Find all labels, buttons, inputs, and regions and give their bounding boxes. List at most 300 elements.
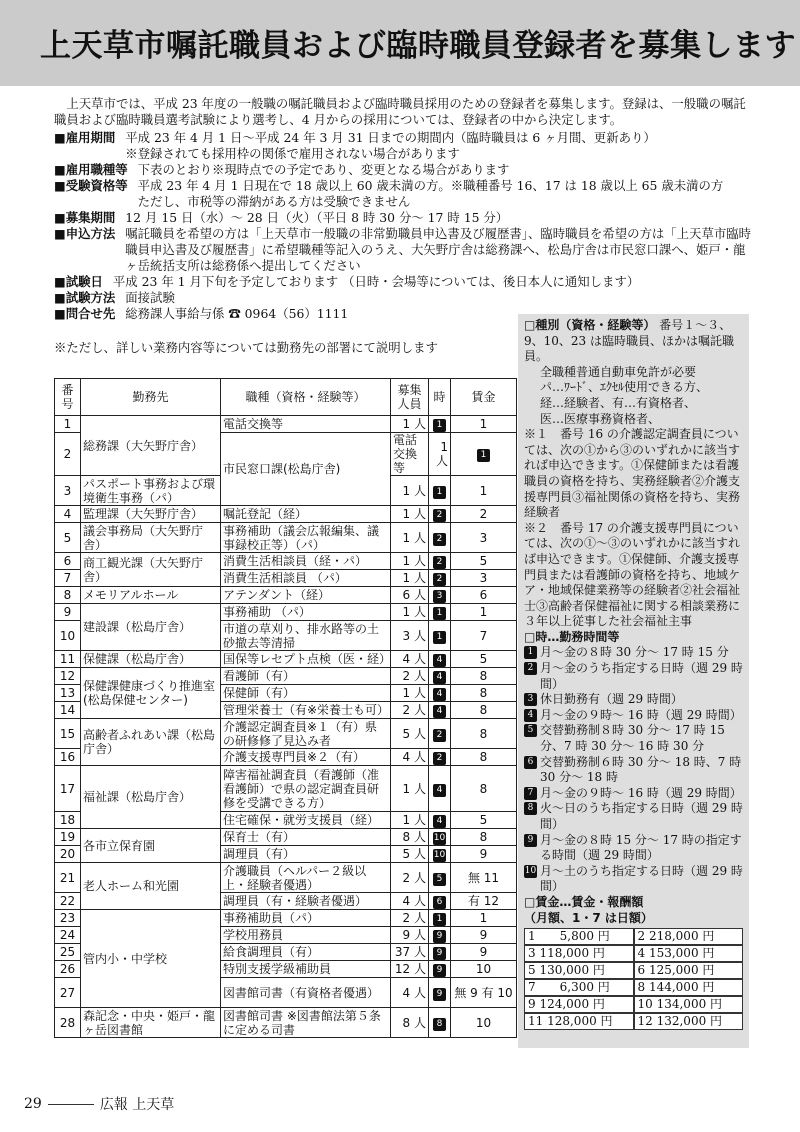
row-number: 10 bbox=[55, 621, 81, 651]
header-count: 募集人員 bbox=[391, 379, 429, 416]
row-job: 給食調理員（有） bbox=[221, 944, 391, 961]
wage-code: 7 bbox=[479, 628, 488, 643]
row-wage bbox=[451, 668, 517, 685]
info-row bbox=[54, 210, 754, 226]
row-count: 5 人 bbox=[391, 719, 429, 749]
row-dept: 保健課健康づくり推進室(松島保健センター) bbox=[81, 668, 221, 719]
row-time bbox=[429, 506, 451, 523]
wage-code: 1 bbox=[479, 483, 488, 498]
info-value bbox=[125, 290, 754, 306]
row-time bbox=[429, 651, 451, 668]
publication-name: 広報 上天草 bbox=[99, 1097, 175, 1113]
table-row bbox=[55, 863, 517, 893]
row-wage bbox=[451, 846, 517, 863]
row-job: 看護師（有） bbox=[221, 668, 391, 685]
row-dept: 議会事務局（大矢野庁舎） bbox=[81, 523, 221, 553]
wage-cell: 1 5,800 円 bbox=[524, 928, 634, 945]
wage-code: 2 bbox=[479, 507, 488, 521]
time-item bbox=[524, 833, 743, 864]
row-job: 市道の草刈り、排水路等の土砂撤去等清掃 bbox=[221, 621, 391, 651]
row-job: 特別支援学級補助員 bbox=[221, 961, 391, 978]
row-time bbox=[429, 621, 451, 651]
row-number: 14 bbox=[55, 702, 81, 719]
row-count: 1 人 bbox=[391, 523, 429, 553]
row-job: 図書館司書（有資格者優遇） bbox=[221, 978, 391, 1008]
row-time bbox=[429, 668, 451, 685]
time-code-badge: 9 bbox=[433, 947, 446, 960]
wage-subheading: （月額、1・7 は日額） bbox=[524, 910, 653, 925]
row-wage bbox=[451, 829, 517, 846]
row-count: 2 人 bbox=[391, 910, 429, 927]
time-code-badge: 1 bbox=[433, 607, 446, 620]
time-code-badge: 1 bbox=[524, 646, 537, 659]
row-count: 37 人 bbox=[391, 944, 429, 961]
row-count: 4 人 bbox=[391, 749, 429, 766]
row-time bbox=[429, 961, 451, 978]
row-time bbox=[429, 702, 451, 719]
time-code-badge: 4 bbox=[433, 784, 446, 797]
row-job: 消費生活相談員（経・パ） bbox=[221, 553, 391, 570]
wage-code: 1 bbox=[479, 605, 488, 619]
row-dept: 商工観光課（大矢野庁舎） bbox=[81, 553, 221, 587]
row-dept: 総務課（大矢野庁舎） bbox=[81, 416, 221, 476]
table-row bbox=[55, 506, 517, 523]
row-wage bbox=[451, 651, 517, 668]
table-row bbox=[55, 766, 517, 812]
wage-code: 1 bbox=[479, 911, 488, 925]
wage-code: 10 bbox=[475, 1015, 492, 1030]
row-count: 3 人 bbox=[391, 621, 429, 651]
row-wage bbox=[451, 702, 517, 719]
header-dept: 勤務先 bbox=[81, 379, 221, 416]
row-time bbox=[429, 927, 451, 944]
row-dept: 老人ホーム和光園 bbox=[81, 863, 221, 910]
info-key: ■受験資格等 bbox=[54, 178, 128, 193]
row-count: 2 人 bbox=[391, 702, 429, 719]
info-key: ■募集期間 bbox=[54, 210, 116, 225]
row-job: 介護認定調査員※１（有）県の研修修了見込み者 bbox=[221, 719, 391, 749]
time-item bbox=[524, 661, 743, 692]
row-wage bbox=[451, 1008, 517, 1038]
time-code-badge: 6 bbox=[524, 756, 537, 769]
time-code-badge: 1 bbox=[433, 913, 446, 926]
time-code-badge: 4 bbox=[524, 709, 537, 722]
table-header-row bbox=[55, 379, 517, 416]
info-line: 嘱託職員を希望の方は「上天草市一般職の非常勤職員申込書及び履歴書」、臨時職員を希望の方は「上天草市臨時職員申込書及び履歴書」に希望職種等記入のうえ、大矢野庁舎は総務課へ、松島庁舎は市民窓口課へ、姫戸・龍ヶ岳統括支所は総務係へ提出してください bbox=[125, 226, 752, 273]
type-line: 経…経験者、有…有資格者、 bbox=[540, 395, 697, 410]
wage-grid bbox=[524, 928, 743, 1030]
row-dept: 建設課（松島庁舎） bbox=[81, 604, 221, 651]
info-row bbox=[54, 130, 754, 162]
row-dept: 福祉課（松島庁舎） bbox=[81, 766, 221, 829]
time-code-badge: 8 bbox=[524, 802, 537, 815]
side-panel bbox=[518, 314, 749, 1048]
row-count: 1 人 bbox=[391, 553, 429, 570]
row-count: 9 人 bbox=[391, 927, 429, 944]
row-count: 1 人 bbox=[391, 766, 429, 812]
time-text: 交替勤務制６時 30 分～ 18 時、7 時 30 分～ 18 時 bbox=[540, 754, 742, 785]
row-number: 3 bbox=[55, 476, 81, 506]
wage-cell: 9 124,000 円 bbox=[524, 996, 634, 1013]
table-row bbox=[55, 416, 517, 433]
info-value bbox=[125, 210, 754, 226]
info-row bbox=[54, 178, 754, 210]
wage-cell: 2 218,000 円 bbox=[634, 928, 744, 945]
row-time bbox=[429, 978, 451, 1008]
time-code-badge: 8 bbox=[433, 1018, 446, 1031]
time-text: 休日勤務有（週 29 時間） bbox=[540, 692, 683, 707]
time-code-badge: 4 bbox=[433, 671, 446, 684]
row-number: 12 bbox=[55, 668, 81, 685]
time-item bbox=[524, 723, 743, 754]
info-line: ※登録されても採用枠の関係で雇用されない場合があります bbox=[125, 146, 460, 161]
time-item bbox=[524, 708, 743, 724]
row-number: 24 bbox=[55, 927, 81, 944]
row-job: 事務補助員（パ） bbox=[221, 910, 391, 927]
row-dept: 市民窓口課(松島庁舎) bbox=[221, 433, 391, 506]
row-count: 1 人 bbox=[391, 476, 429, 506]
time-code-badge: 9 bbox=[433, 988, 446, 1001]
info-value bbox=[138, 162, 754, 178]
info-value bbox=[125, 130, 754, 162]
row-job: 保育士（有） bbox=[221, 829, 391, 846]
row-count: 4 人 bbox=[391, 978, 429, 1008]
time-code-badge: 1 bbox=[477, 449, 490, 462]
row-wage bbox=[451, 978, 517, 1008]
row-number: 2 bbox=[55, 433, 81, 476]
wage-cell: 7 6,300 円 bbox=[524, 979, 634, 996]
type-line: 全職種普通自動車免許が必要 bbox=[540, 364, 697, 379]
time-text: 火～日のうち指定する日時（週 29 時間） bbox=[540, 801, 743, 831]
row-time bbox=[429, 749, 451, 766]
row-wage bbox=[451, 553, 517, 570]
row-job: 介護職員（ヘルパー２級以上・経験者優遇） bbox=[221, 863, 391, 893]
row-wage bbox=[451, 812, 517, 829]
time-code-badge: 2 bbox=[433, 729, 446, 742]
wage-code: 9 bbox=[479, 847, 488, 861]
wage-cell: 10 134,000 円 bbox=[634, 996, 744, 1013]
row-time bbox=[429, 944, 451, 961]
time-code-badge: 9 bbox=[433, 964, 446, 977]
wage-code: 9 bbox=[479, 945, 488, 959]
row-count: 1 人 bbox=[391, 812, 429, 829]
row-number: 5 bbox=[55, 523, 81, 553]
time-code-badge: 2 bbox=[433, 752, 446, 765]
info-line: ただし、市税等の滞納がある方は受験できません bbox=[137, 194, 411, 209]
info-value bbox=[113, 274, 754, 290]
table-row bbox=[55, 829, 517, 846]
row-job: 学校用務員 bbox=[221, 927, 391, 944]
type-line: 医…医療事務資格者、 bbox=[540, 411, 661, 426]
row-count: 1 人 bbox=[391, 604, 429, 621]
table-row bbox=[55, 604, 517, 621]
row-number: 6 bbox=[55, 553, 81, 570]
row-time bbox=[429, 570, 451, 587]
header-no: 番号 bbox=[55, 379, 81, 416]
time-text: 月～金の８時 15 分～ 17 時の指定する時間（週 29 時間） bbox=[540, 832, 742, 863]
time-heading: □時…勤務時間等 bbox=[524, 629, 620, 644]
wage-code: 8 bbox=[479, 726, 488, 741]
row-time bbox=[429, 893, 451, 910]
info-key: ■雇用職種等 bbox=[54, 162, 128, 177]
type-heading: □種別（資格・経験等） bbox=[524, 318, 656, 332]
table-row bbox=[55, 910, 517, 927]
wage-code: 5 bbox=[479, 554, 488, 568]
row-time bbox=[429, 476, 451, 506]
time-code-badge: 5 bbox=[524, 724, 537, 737]
row-number: 21 bbox=[55, 863, 81, 893]
row-job: 保健師（有） bbox=[221, 685, 391, 702]
time-code-badge: 9 bbox=[433, 930, 446, 943]
time-code-badge: 2 bbox=[433, 509, 446, 522]
time-code-badge: 6 bbox=[433, 896, 446, 909]
row-time bbox=[429, 719, 451, 749]
time-item bbox=[524, 786, 743, 802]
row-number: 19 bbox=[55, 829, 81, 846]
info-line: 総務課人事給与係 ☎ 0964（56）1111 bbox=[125, 306, 349, 321]
row-number: 22 bbox=[55, 893, 81, 910]
wage-code: 5 bbox=[479, 813, 488, 827]
table-row bbox=[55, 587, 517, 604]
row-number: 16 bbox=[55, 749, 81, 766]
time-code-badge: 3 bbox=[433, 590, 446, 603]
table-note: ※ただし、詳しい業務内容等については勤務先の部署にて説明します bbox=[54, 340, 438, 355]
page-number: 29 bbox=[24, 1096, 42, 1112]
time-code-badge: 1 bbox=[433, 419, 446, 432]
header-time: 時 bbox=[429, 379, 451, 416]
row-number: 18 bbox=[55, 812, 81, 829]
row-wage bbox=[451, 523, 517, 553]
row-count: 6 人 bbox=[391, 587, 429, 604]
row-job: 国保等レセプト点検（医・経） bbox=[221, 651, 391, 668]
type-text: 番号１～３、9、10、23 は臨時職員、ほかは嘱託職員。 bbox=[524, 318, 734, 364]
note-2: ※２ 番号 17 の介護支援専門員については、次の①～③のいずれかに該当すれば申込できます。①保健師、介護支援専門員または看護師の資格を持ち、地域ケア・地域保健業務等の経験者②社会福祉士③高齢者保健福祉に関する相談業務に３年以上従事した社会福祉主事 bbox=[524, 520, 741, 629]
row-count: 1 人 bbox=[391, 416, 429, 433]
row-job: 調理員（有） bbox=[221, 846, 391, 863]
row-wage bbox=[451, 685, 517, 702]
row-number: 23 bbox=[55, 910, 81, 927]
row-time bbox=[429, 766, 451, 812]
time-code-badge: 10 bbox=[524, 865, 537, 876]
wage-code: 5 bbox=[479, 652, 488, 666]
row-job: 事務補助（議会広報編集、議事録校正等）（パ） bbox=[221, 523, 391, 553]
row-wage bbox=[451, 961, 517, 978]
row-count: 4 人 bbox=[391, 651, 429, 668]
row-dept: 監理課（大矢野庁舎） bbox=[81, 506, 221, 523]
row-count: 8 人 bbox=[391, 829, 429, 846]
row-job: 電話交換等 bbox=[391, 433, 429, 476]
row-time bbox=[429, 846, 451, 863]
row-number: 28 bbox=[55, 1008, 81, 1038]
time-item bbox=[524, 864, 743, 895]
row-wage bbox=[451, 910, 517, 927]
row-count: 1 人 bbox=[391, 506, 429, 523]
info-line: 下表のとおり※現時点での予定であり、変更となる場合があります bbox=[137, 162, 510, 177]
table-row bbox=[55, 553, 517, 570]
row-time bbox=[429, 910, 451, 927]
row-job: 電話交換等 bbox=[221, 416, 391, 433]
info-row bbox=[54, 274, 754, 290]
wage-code: 3 bbox=[479, 530, 488, 545]
time-text: 交替勤務制８時 30 分～ 17 時 15 分、7 時 30 分～ 16 時 30 分 bbox=[540, 723, 725, 754]
row-wage bbox=[451, 506, 517, 523]
footer bbox=[24, 1094, 174, 1114]
time-code-badge: 3 bbox=[524, 693, 537, 706]
info-line: 面接試験 bbox=[125, 290, 175, 305]
time-text: 月～土のうち指定する日時（週 29 時間） bbox=[540, 863, 743, 894]
table-row bbox=[55, 668, 517, 685]
row-time bbox=[429, 685, 451, 702]
time-text: 月～金のうち指定する日時（週 29 時間） bbox=[540, 661, 743, 691]
time-code-badge: 1 bbox=[433, 486, 446, 499]
time-item bbox=[524, 801, 743, 832]
row-number: 26 bbox=[55, 961, 81, 978]
wage-code: 3 bbox=[479, 571, 488, 585]
wage-code: 有 12 bbox=[467, 894, 500, 908]
row-job: 図書館司書 ※図書館法第５条に定める司書 bbox=[221, 1008, 391, 1038]
time-text: 月～金の９時～ 16 時（週 29 時間） bbox=[540, 785, 742, 800]
header-job: 職種（資格・経験等） bbox=[221, 379, 391, 416]
row-dept: メモリアルホール bbox=[81, 587, 221, 604]
row-number: 15 bbox=[55, 719, 81, 749]
row-number: 25 bbox=[55, 944, 81, 961]
time-text: 月～金の９時～ 16 時（週 29 時間） bbox=[540, 707, 742, 722]
row-wage bbox=[451, 766, 517, 812]
table-row bbox=[55, 523, 517, 553]
info-key: ■申込方法 bbox=[54, 226, 116, 241]
info-row bbox=[54, 226, 754, 274]
row-count: 1 人 bbox=[391, 570, 429, 587]
wage-cell: 12 132,000 円 bbox=[634, 1013, 744, 1030]
row-job: 調理員（有・経験者優遇） bbox=[221, 893, 391, 910]
wage-cell: 6 125,000 円 bbox=[634, 962, 744, 979]
row-time bbox=[429, 523, 451, 553]
row-time bbox=[429, 812, 451, 829]
row-time bbox=[429, 587, 451, 604]
info-line: 平成 23 年 4 月 1 日現在で 18 歳以上 60 歳未満の方。※職種番号 16、17 は 18 歳以上 65 歳未満の方 bbox=[137, 178, 724, 193]
info-key: ■問合せ先 bbox=[54, 306, 116, 321]
page-title: 上天草市嘱託職員および臨時職員登録者を募集します bbox=[40, 28, 796, 64]
row-count: 2 人 bbox=[391, 668, 429, 685]
row-number: 8 bbox=[55, 587, 81, 604]
row-dept: 森記念・中央・姫戸・龍ヶ岳図書館 bbox=[81, 1008, 221, 1038]
time-code-badge: 2 bbox=[433, 573, 446, 586]
wage-code: 8 bbox=[479, 781, 488, 796]
row-number: 9 bbox=[55, 604, 81, 621]
row-job: 障害福祉調査員（看護師（准看護師）で県の認定調査員研修を受講できる方） bbox=[221, 766, 391, 812]
row-wage bbox=[451, 719, 517, 749]
wage-cell: 3 118,000 円 bbox=[524, 945, 634, 962]
wage-code: 1 bbox=[479, 417, 488, 431]
row-count: 1 人 bbox=[429, 433, 451, 476]
wage-code: 8 bbox=[479, 686, 488, 700]
time-code-badge: 5 bbox=[433, 873, 446, 886]
wage-code: 8 bbox=[479, 750, 488, 764]
info-key: ■試験方法 bbox=[54, 290, 116, 305]
row-job: 住宅確保・就労支援員（経） bbox=[221, 812, 391, 829]
row-time bbox=[429, 553, 451, 570]
time-code-badge: 2 bbox=[433, 533, 446, 546]
info-value bbox=[125, 226, 754, 274]
row-number: 27 bbox=[55, 978, 81, 1008]
time-code-badge: 4 bbox=[433, 815, 446, 828]
row-job: 嘱託登記（経） bbox=[221, 506, 391, 523]
row-job: 消費生活相談員 （パ） bbox=[221, 570, 391, 587]
jobs-table bbox=[54, 378, 517, 1038]
row-count: 1 人 bbox=[391, 685, 429, 702]
row-number: 4 bbox=[55, 506, 81, 523]
row-count: 2 人 bbox=[391, 863, 429, 893]
row-number: 20 bbox=[55, 846, 81, 863]
row-number: 7 bbox=[55, 570, 81, 587]
time-item bbox=[524, 692, 743, 708]
row-number: 17 bbox=[55, 766, 81, 812]
row-job: アテンダント（経） bbox=[221, 587, 391, 604]
row-time bbox=[429, 604, 451, 621]
title-banner bbox=[0, 0, 800, 86]
table-row bbox=[55, 1008, 517, 1038]
info-line: 12 月 15 日（水）～ 28 日（火）（平日 8 時 30 分～ 17 時 15 分） bbox=[125, 210, 509, 225]
note-1: ※１ 番号 16 の介護認定調査員については、次の①から③のいずれかに該当すれば申込できます。①保健師または看護職員の資格を持ち、実務経験者②介護支援専門員③福祉関係の資格を持ち、実務経験者 bbox=[524, 427, 741, 520]
wage-cell: 11 128,000 円 bbox=[524, 1013, 634, 1030]
row-job: 事務補助 （パ） bbox=[221, 604, 391, 621]
wage-code: 無 11 bbox=[467, 870, 500, 885]
info-key: ■試験日 bbox=[54, 274, 103, 289]
row-time bbox=[429, 1008, 451, 1038]
row-job: 介護支援専門員※２（有） bbox=[221, 749, 391, 766]
row-count: 5 人 bbox=[391, 846, 429, 863]
wage-code: 8 bbox=[479, 830, 488, 844]
row-count: 8 人 bbox=[391, 1008, 429, 1038]
wage-code: 9 bbox=[479, 928, 488, 942]
row-wage bbox=[451, 927, 517, 944]
row-job: 管理栄養士（有※栄養士も可） bbox=[221, 702, 391, 719]
info-value bbox=[138, 178, 754, 210]
row-number: 11 bbox=[55, 651, 81, 668]
wage-code: 6 bbox=[479, 588, 488, 602]
row-wage bbox=[451, 416, 517, 433]
intro-paragraph: 上天草市では、平成 23 年度の一般職の嘱託職員および臨時職員採用のための登録者を募集します。登録は、一般職の嘱託職員および臨時職員選考試験により選考し、4 月からの採用については、登録者の中から決定します。 bbox=[54, 96, 746, 127]
row-number: 1 bbox=[55, 416, 81, 433]
info-line: 平成 23 年 1 月下旬を予定しております （日時・会場等については、後日本人に通知します） bbox=[112, 274, 640, 289]
type-line: パ…ﾜｰﾄﾞ、ｴｸｾﾙ使用できる方、 bbox=[540, 380, 709, 395]
table-row bbox=[55, 719, 517, 749]
row-number: 13 bbox=[55, 685, 81, 702]
row-time bbox=[429, 416, 451, 433]
row-wage bbox=[451, 621, 517, 651]
row-dept: 保健課（松島庁舎） bbox=[81, 651, 221, 668]
time-item bbox=[524, 645, 743, 661]
row-count: 12 人 bbox=[391, 961, 429, 978]
wage-cell: 4 153,000 円 bbox=[634, 945, 744, 962]
time-text: 月～金の８時 30 分～ 17 時 15 分 bbox=[540, 645, 729, 660]
wage-code: 10 bbox=[475, 962, 492, 976]
row-wage bbox=[451, 604, 517, 621]
row-wage bbox=[451, 944, 517, 961]
wage-cell: 8 144,000 円 bbox=[634, 979, 744, 996]
time-code-badge: 9 bbox=[524, 834, 537, 847]
time-code-badge: 7 bbox=[524, 787, 537, 800]
time-code-badge: 1 bbox=[433, 631, 446, 644]
time-code-badge: 10 bbox=[433, 850, 446, 860]
time-item bbox=[524, 755, 743, 786]
time-code-badge: 10 bbox=[433, 833, 446, 843]
row-count: 4 人 bbox=[391, 893, 429, 910]
footer-rule bbox=[48, 1104, 94, 1105]
row-wage bbox=[451, 863, 517, 893]
table-row bbox=[55, 651, 517, 668]
info-line: 平成 23 年 4 月 1 日～平成 24 年 3 月 31 日までの期間内（臨時職員は 6 ヶ月間、更新あり） bbox=[125, 130, 656, 145]
